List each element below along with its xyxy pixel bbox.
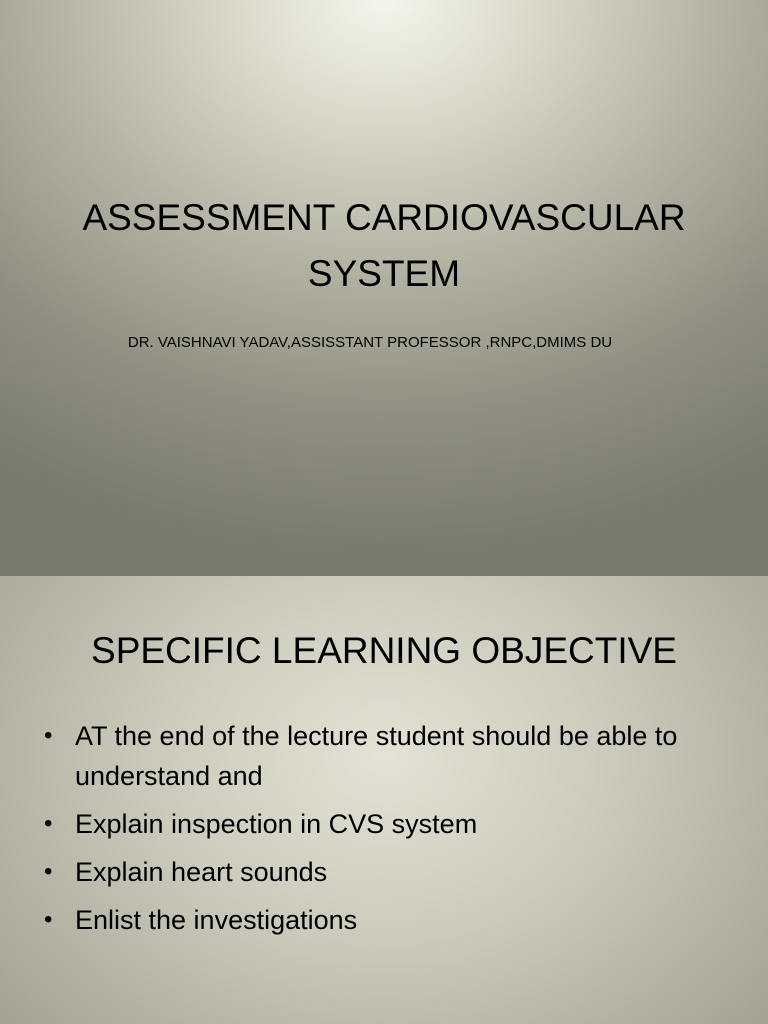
objective-item [40, 804, 700, 844]
bullet-icon: • [44, 810, 53, 837]
bullet-icon: • [44, 858, 53, 885]
objective-item [40, 852, 700, 892]
slide-learning-objective-heading: SPECIFIC LEARNING OBJECTIVE [91, 630, 677, 671]
slide-learning-objective [0, 576, 768, 1024]
objective-item [40, 716, 700, 796]
objective-text: AT the end of the lecture student should be able to understand and [75, 721, 678, 791]
bullet-icon: • [44, 906, 53, 933]
objective-text: Explain heart sounds [75, 857, 328, 887]
objectives-list [40, 716, 700, 948]
bullet-icon: • [44, 722, 53, 749]
slide-title-heading: ASSESSMENT CARDIOVASCULAR SYSTEM [82, 197, 686, 294]
objective-text: Enlist the investigations [75, 905, 358, 935]
slide-title-subtitle: DR. VAISHNAVI YADAV,ASSISSTANT PROFESSOR ,RNPC,DMIMS DU [127, 334, 613, 351]
objective-text: Explain inspection in CVS system [75, 809, 478, 839]
objective-item [40, 900, 700, 940]
